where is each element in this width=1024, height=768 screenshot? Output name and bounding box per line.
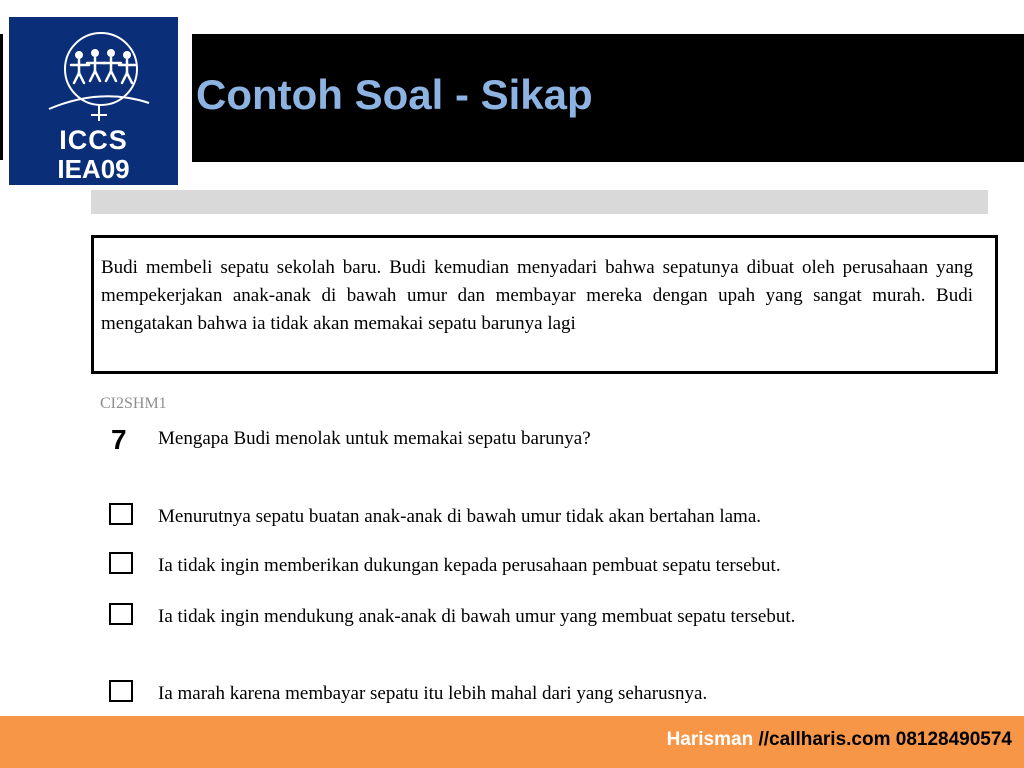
- footer-bar: [0, 716, 1024, 768]
- logo-text-iccs: ICCS: [59, 125, 128, 155]
- question-text: Mengapa Budi menolak untuk memakai sepatu barunya?: [158, 428, 591, 449]
- answer-checkbox[interactable]: [109, 680, 133, 702]
- answer-checkbox[interactable]: [109, 603, 133, 625]
- title-bar: [192, 34, 1024, 162]
- answer-checkbox[interactable]: [109, 503, 133, 525]
- answer-option-text: Ia marah karena membayar sepatu itu lebih mahal dari yang seharusnya.: [158, 683, 708, 704]
- question-code: CI2SHM1: [100, 395, 167, 412]
- people-globe-icon: [9, 17, 178, 127]
- passage-box: [91, 235, 998, 374]
- answer-option-text: Menurutnya sepatu buatan anak-anak di bawah umur tidak akan bertahan lama.: [158, 506, 762, 527]
- footer-contact: //callharis.com 08128490574: [758, 729, 1012, 750]
- logo-text-iea: IEA09: [57, 154, 130, 184]
- answer-checkbox[interactable]: [109, 552, 133, 574]
- grey-band: [91, 190, 988, 214]
- passage-text: Budi membeli sepatu sekolah baru. Budi kemudian menyadari bahwa sepatunya dibuat oleh perusahaan yang mempekerjakan anak-anak di bawah umur dan membayar mereka dengan upah yang sangat murah. Budi mengatakan bahwa ia tidak akan memakai sepatu barunya lagi: [101, 257, 973, 334]
- footer-name: Harisman: [666, 729, 754, 750]
- answer-option-text: Ia tidak ingin memberikan dukungan kepada perusahaan pembuat sepatu tersebut.: [158, 555, 781, 576]
- question-number: 7: [111, 424, 127, 455]
- slide-title: Contoh Soal - Sikap: [196, 71, 593, 118]
- footer-credit: [667, 729, 1012, 751]
- iccs-logo: [9, 17, 178, 185]
- answer-option-text: Ia tidak ingin mendukung anak-anak di bawah umur yang membuat sepatu tersebut.: [158, 606, 796, 627]
- left-edge-bar: [0, 34, 3, 160]
